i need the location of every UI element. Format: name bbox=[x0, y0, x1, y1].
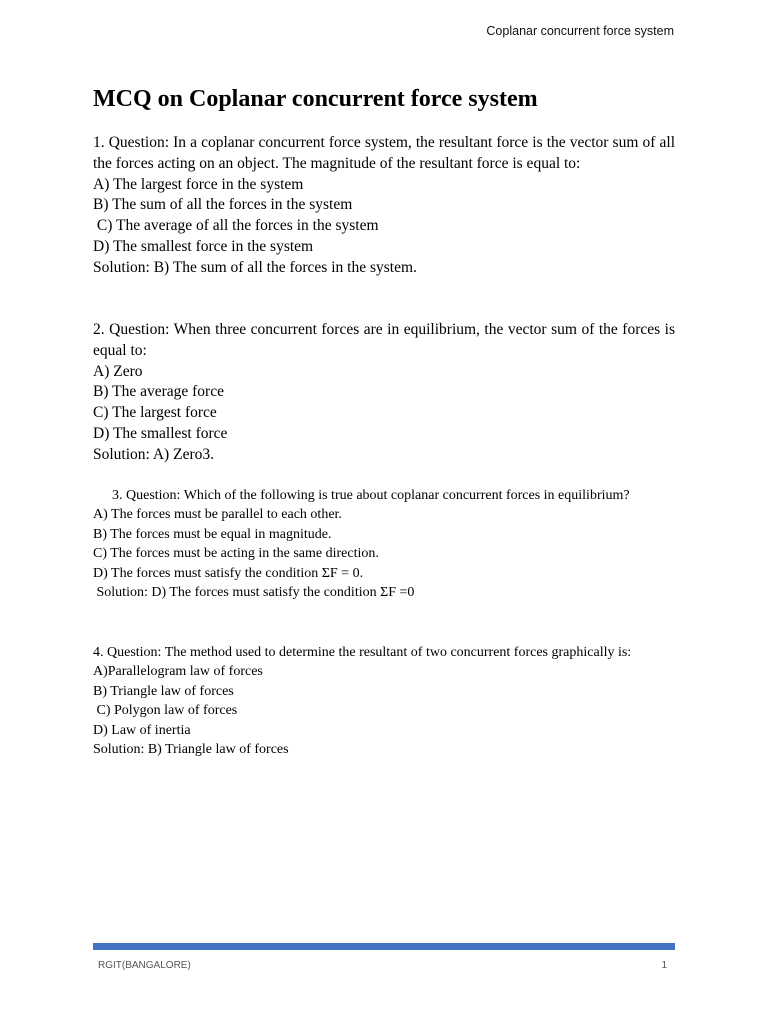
solution-text: Solution: A) Zero3. bbox=[93, 445, 214, 463]
question-text: 4. Question: The method used to determine the resultant of two concurrent forces graphically is: bbox=[93, 645, 632, 660]
option-c: C) The forces must be acting in the same direction. bbox=[93, 546, 379, 562]
solution-text: Solution: D) The forces must satisfy the condition ΣF =0 bbox=[93, 585, 415, 601]
option-b: B) The sum of all the forces in the system bbox=[93, 196, 353, 214]
option-a: A)Parallelogram law of forces bbox=[93, 664, 263, 680]
footer-institution: RGIT(BANGALORE) bbox=[98, 960, 191, 971]
option-d: D) The smallest force bbox=[93, 424, 228, 442]
option-d: D) The smallest force in the system bbox=[93, 237, 314, 255]
footer-divider-bar bbox=[93, 943, 675, 950]
option-b: B) Triangle law of forces bbox=[93, 683, 234, 699]
option-c: C) Polygon law of forces bbox=[93, 703, 238, 719]
question-text: 3. Question: Which of the following is true about coplanar concurrent forces in equilibrium? bbox=[112, 488, 630, 503]
option-a: A) The forces must be parallel to each other. bbox=[93, 507, 342, 523]
question-block-3 bbox=[93, 486, 675, 602]
option-b: B) The average force bbox=[93, 383, 224, 401]
question-text: 2. Question: When three concurrent forces are in equilibrium, the vector sum of the forces is equal to: bbox=[93, 321, 675, 359]
option-a: A) Zero bbox=[93, 362, 143, 380]
page-number: 1 bbox=[661, 960, 667, 971]
option-c: C) The average of all the forces in the system bbox=[93, 217, 379, 235]
solution-text: Solution: B) Triangle law of forces bbox=[93, 742, 289, 758]
option-d: D) Law of inertia bbox=[93, 722, 191, 738]
running-header: Coplanar concurrent force system bbox=[486, 24, 674, 38]
option-c: C) The largest force bbox=[93, 404, 217, 422]
page-title: MCQ on Coplanar concurrent force system bbox=[93, 86, 538, 112]
option-b: B) The forces must be equal in magnitude. bbox=[93, 526, 332, 542]
option-a: A) The largest force in the system bbox=[93, 175, 304, 193]
option-d: D) The forces must satisfy the condition ΣF = 0. bbox=[93, 565, 364, 581]
question-text: 1. Question: In a coplanar concurrent force system, the resultant force is the vector sum of all the forces acting on an object. The magnitude of the resultant force is equal to: bbox=[93, 134, 675, 172]
solution-text: Solution: B) The sum of all the forces in the system. bbox=[93, 258, 417, 276]
question-block-2 bbox=[93, 320, 675, 466]
question-block-1 bbox=[93, 133, 675, 279]
question-block-4 bbox=[93, 643, 675, 759]
